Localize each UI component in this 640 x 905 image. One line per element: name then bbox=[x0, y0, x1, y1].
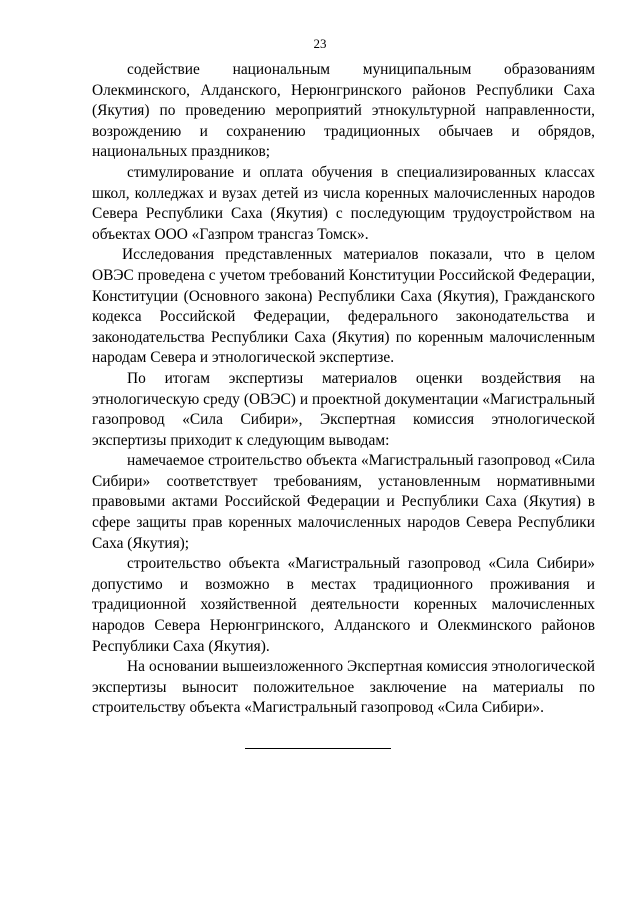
document-body bbox=[92, 60, 595, 719]
signature-divider-line bbox=[245, 748, 391, 749]
paragraph-education-funding: стимулирование и оплата обучения в специализированных классах школ, колледжах и вузах детей из числа коренных малочисленных народов Севера Республики Саха (Якутия) с последующим трудоустройством на объектах ООО «Газпром трансгаз Томск». bbox=[92, 163, 595, 243]
page-number: 23 bbox=[313, 36, 327, 51]
paragraph-final-conclusion: На основании вышеизложенного Экспертная комиссия этнологической экспертизы выносит положительное заключение на материалы по строительству объекта «Магистральный газопровод «Сила Сибири». bbox=[92, 658, 595, 717]
paragraph-expertise-results: По итогам экспертизы материалов оценки воздействия на этнологическую среду (ОВЭС) и проектной документации «Магистральный газопровод «Сила Сибири», Экспертная комиссия этнологической экспертизы приходит к следующим выводам: bbox=[92, 369, 595, 449]
paragraph-ethnocultural-support: содействие национальным муниципальным образованиям Олекминского, Алданского, Нерюнгринского районов Республики Саха (Якутия) по проведению мероприятий этнокультурной направленности, возрождению и сохранению традиционных обычаев и обрядов, национальных праздников; bbox=[92, 61, 595, 161]
paragraph-conclusion-compliance: намечаемое строительство объекта «Магистральный газопровод «Сила Сибири» соответствует требованиям, установленным нормативными правовыми актами Российской Федерации и Республики Саха (Якутия) в сфере защиты прав коренных малочисленных народов Севера Республики Саха (Якутия); bbox=[92, 452, 595, 552]
paragraph-conclusion-admissible: строительство объекта «Магистральный газопровод «Сила Сибири» допустимо и возможно в местах традиционного проживания и традиционной хозяйственной деятельности коренных малочисленных народов Севера Нерюнгринского, Алданского и Олекминского районов Республики Саха (Якутия). bbox=[92, 555, 595, 655]
paragraph-research-findings: Исследования представленных материалов показали, что в целом ОВЭС проведена с учетом требований Конституции Российской Федерации, Конституции (Основного закона) Республики Саха (Якутия), Гражданского кодекса Российской Федерации, федерального законодательства и законодательства Республики Саха (Якутия) по коренным малочисленным народам Севера и этнологической экспертизе. bbox=[92, 246, 595, 367]
